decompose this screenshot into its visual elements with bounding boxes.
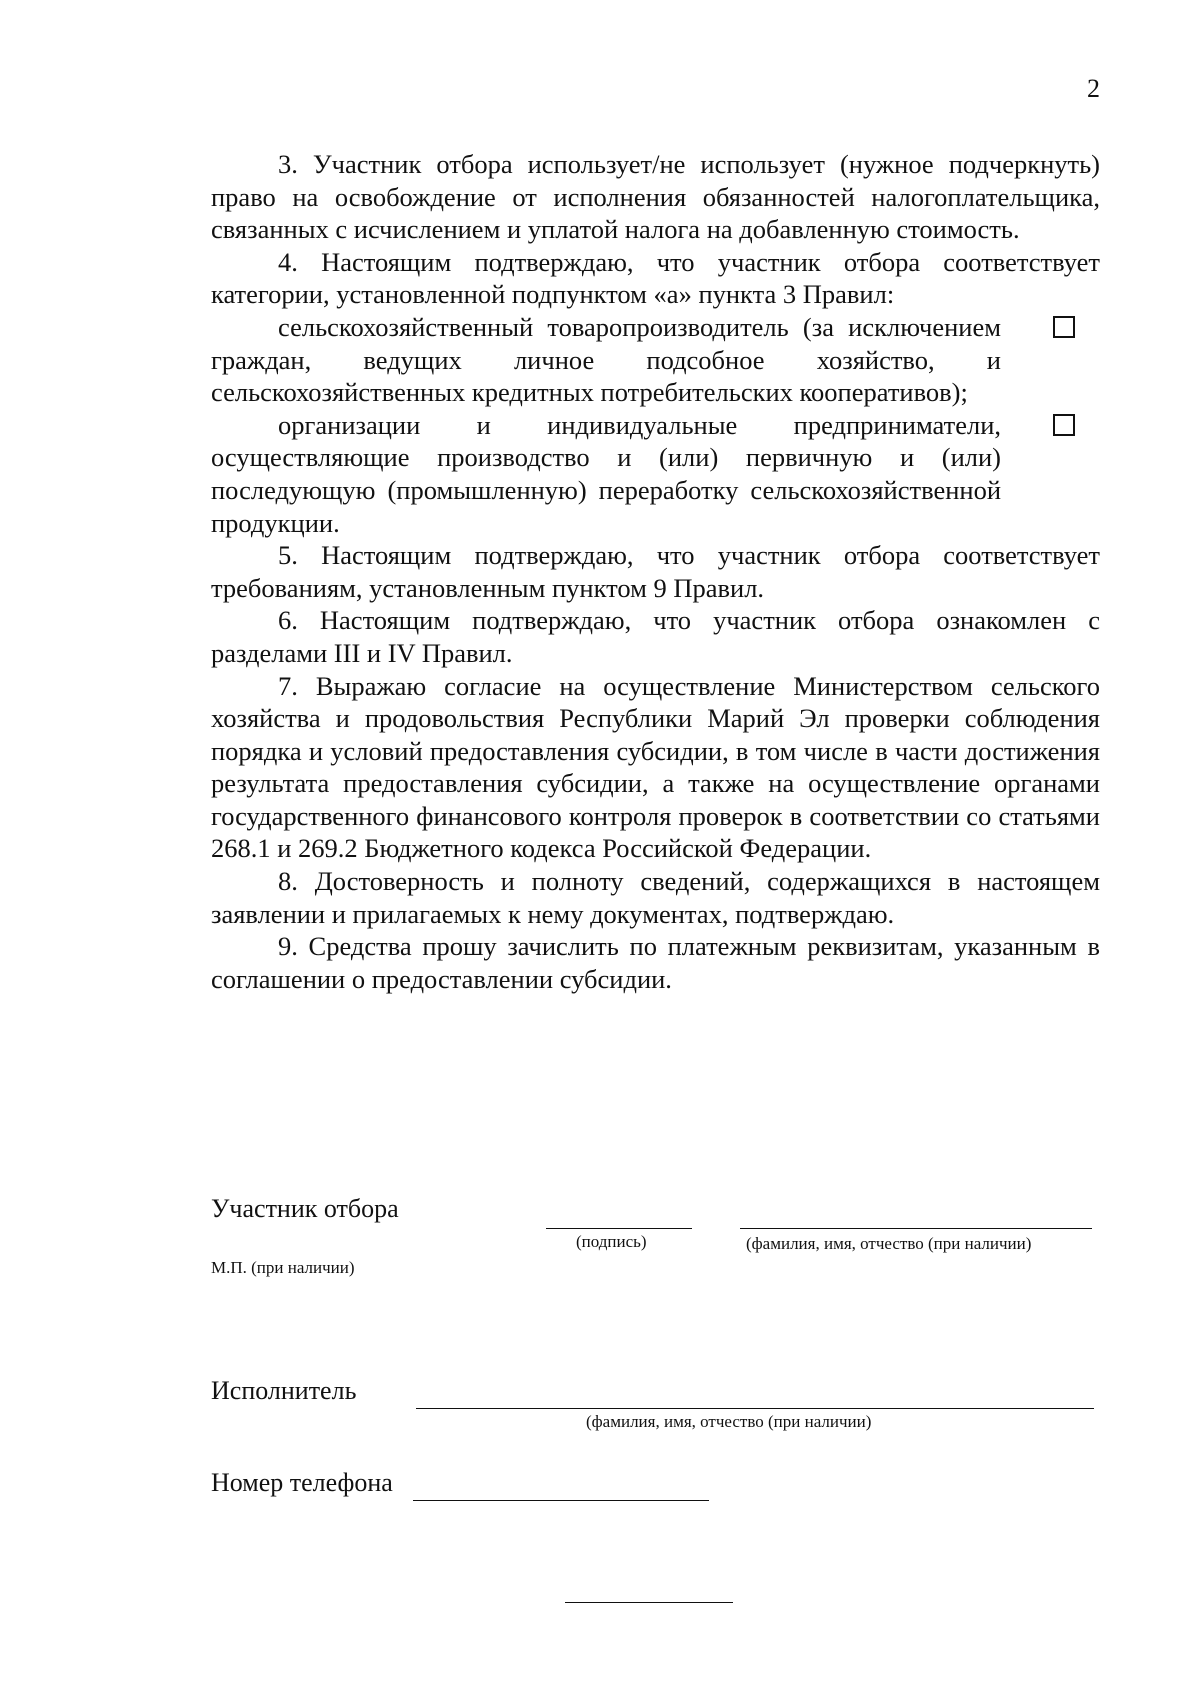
category-option-label: сельскохозяйственный товаропроизводитель (за исключением граждан, ведущих личное подсобное хозяйство, и сельскохозяйственных кредитных потребительских кооперативов); bbox=[211, 311, 1001, 408]
participant-label: Участник отбора bbox=[211, 1194, 399, 1223]
executor-name-caption: (фамилия, имя, отчество (при наличии) bbox=[586, 1412, 872, 1431]
category-option-agricultural-producer[interactable] bbox=[211, 311, 1100, 409]
closing-separator bbox=[565, 1602, 733, 1603]
form-body bbox=[211, 148, 1100, 995]
paragraph-9-payment-details: 9. Средства прошу зачислить по платежным реквизитам, указанным в соглашении о предоставлении субсидии. bbox=[211, 931, 1100, 994]
paragraph-7-consent: 7. Выражаю согласие на осуществление Министерством сельского хозяйства и продовольствия Республики Марий Эл проверки соблюдения порядка и условий предоставления субсидии, в том числе в части достижения результата предоставления субсидии, а также на осуществление органами государственного финансового контроля проверок в соответствии со статьями 268.1 и 269.2 Бюджетного кодекса Российской Федерации. bbox=[211, 670, 1100, 864]
page-number: 2 bbox=[1087, 74, 1100, 103]
executor-name-line[interactable] bbox=[416, 1408, 1094, 1409]
paragraph-6-acknowledgement: 6. Настоящим подтверждаю, что участник отбора ознакомлен с разделами III и IV Правил. bbox=[211, 605, 1100, 668]
paragraph-4-category: 4. Настоящим подтверждаю, что участник отбора соответствует категории, установленной подпунктом «а» пункта 3 Правил: bbox=[211, 246, 1100, 310]
paragraph-5-requirements: 5. Настоящим подтверждаю, что участник отбора соответствует требованиям, установленным пунктом 9 Правил. bbox=[211, 540, 1100, 603]
executor-label: Исполнитель bbox=[211, 1376, 357, 1405]
paragraph-8-accuracy: 8. Достоверность и полноту сведений, содержащихся в настоящем заявлении и прилагаемых к нему документах, подтверждаю. bbox=[211, 866, 1100, 929]
paragraph-3-vat-exemption: 3. Участник отбора использует/не использует (нужное подчеркнуть) право на освобождение от исполнения обязанностей налогоплательщика, связанных с исчислением и уплатой налога на добавленную стоимость. bbox=[211, 149, 1100, 245]
phone-label: Номер телефона bbox=[211, 1468, 393, 1497]
seal-caption: М.П. (при наличии) bbox=[211, 1258, 355, 1277]
category-checkbox-processing-organizations[interactable] bbox=[1053, 414, 1075, 436]
participant-name-caption: (фамилия, имя, отчество (при наличии) bbox=[746, 1234, 1032, 1253]
category-checkbox-agricultural-producer[interactable] bbox=[1053, 316, 1075, 338]
signature-caption: (подпись) bbox=[576, 1232, 647, 1251]
phone-line[interactable] bbox=[413, 1500, 709, 1501]
category-option-label: организации и индивидуальные предприниматели, осуществляющие производство и (или) первичную и (или) последующую (промышленную) переработку сельскохозяйственной продукции. bbox=[211, 409, 1001, 538]
participant-name-line[interactable] bbox=[740, 1228, 1092, 1229]
signature-line[interactable] bbox=[546, 1228, 692, 1229]
category-option-processing-organizations[interactable] bbox=[211, 409, 1100, 539]
